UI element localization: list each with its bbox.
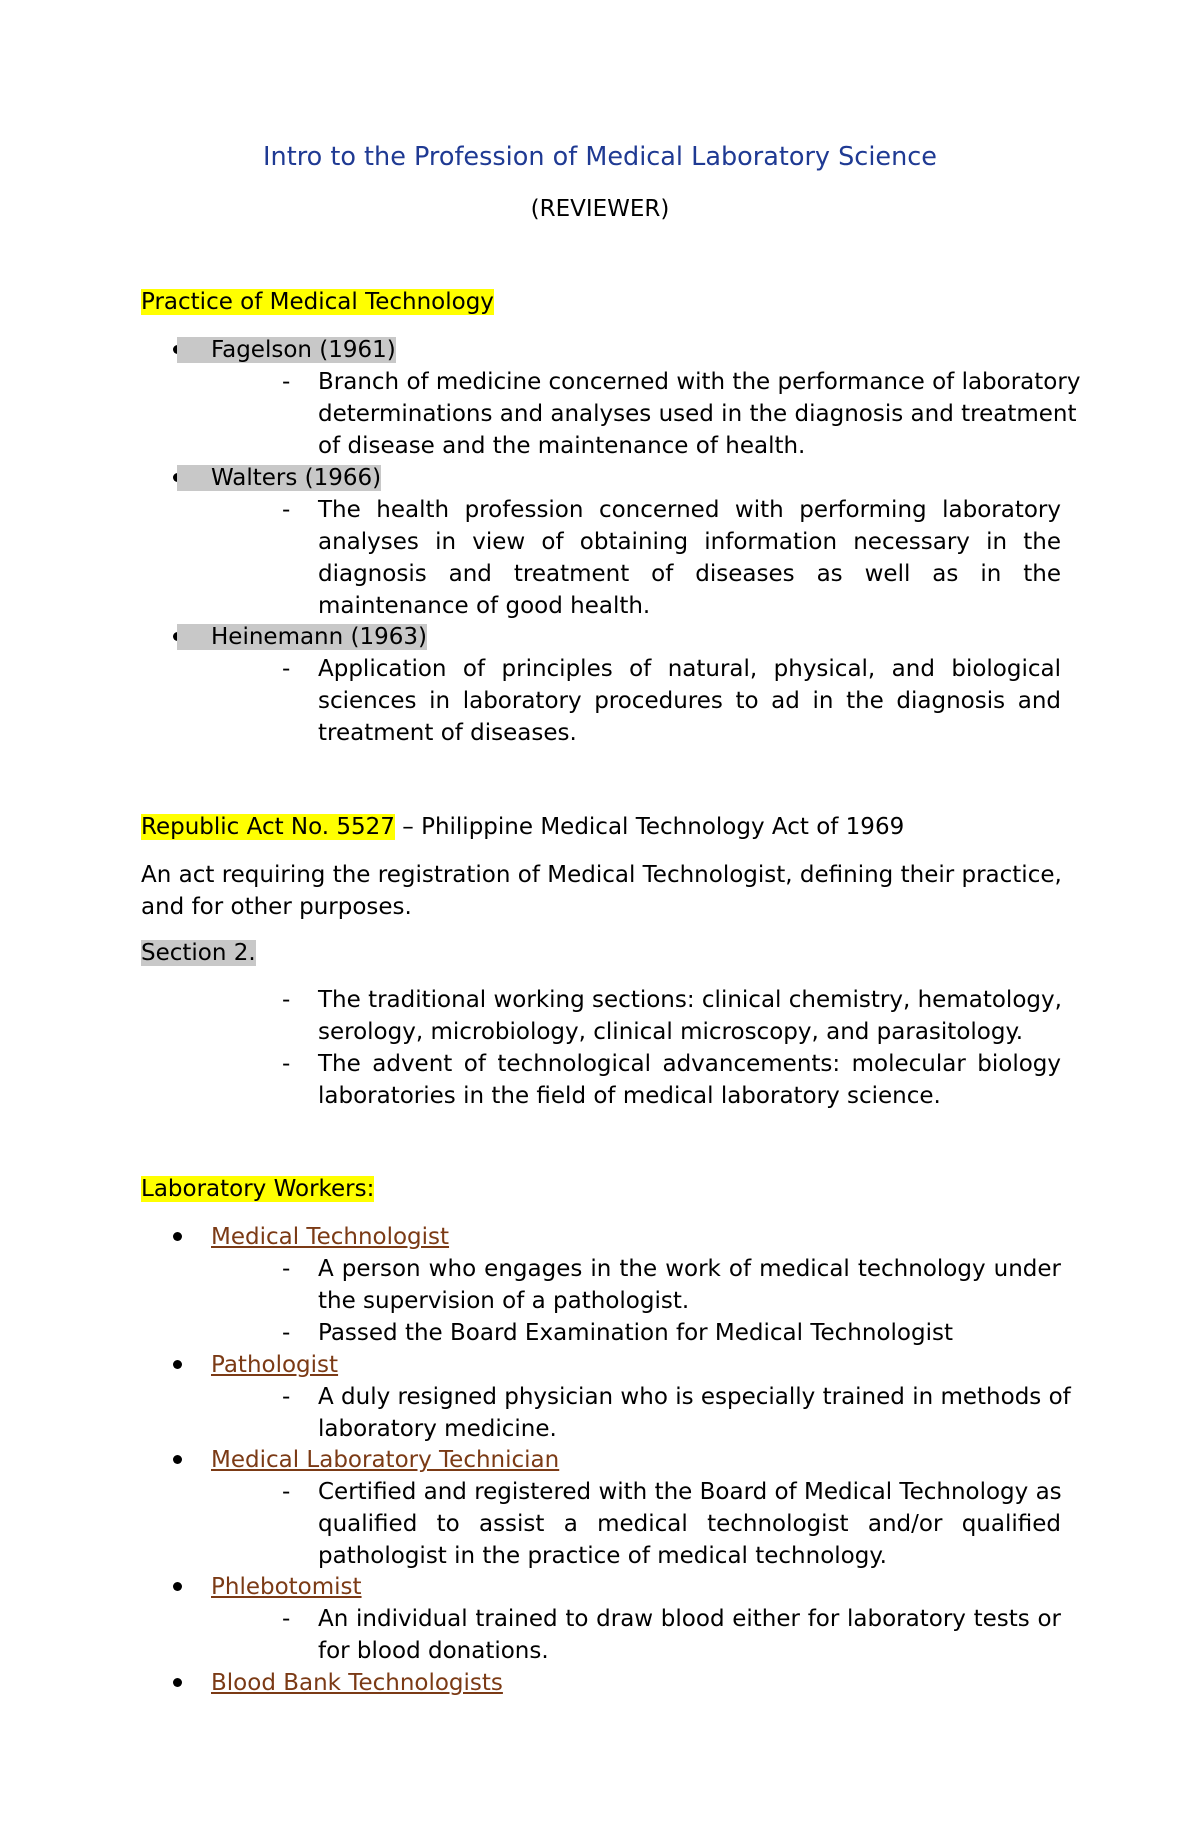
dash-marker: - [282,1051,291,1077]
dash-marker: - [282,987,291,1013]
practice-heading: Practice of Medical Technology [141,289,494,315]
pathologist-point-1: A duly resigned physician who is especially trained in methods of laboratory medicine. [318,1384,1071,1442]
ra-description: An act requiring the registration of Medical Technologist, defining their practice, and for other purposes. [141,862,1062,920]
practice-item-fagelson: Fagelson (1961) [177,334,396,366]
workers-heading: Laboratory Workers: [141,1176,375,1202]
bullet-icon [173,1582,182,1591]
practice-item-heinemann: Heinemann (1963) [177,621,427,653]
section-2-point-2: The advent of technological advancements: molecular biology laboratories in the field of medical laboratory science. [318,1051,1061,1109]
worker-link-medical-laboratory-technician[interactable]: Medical Laboratory Technician [211,1447,560,1473]
dash-marker: - [282,1479,291,1505]
bullet-icon [173,1232,182,1241]
practice-item-walters: Walters (1966) [177,462,381,494]
worker-link-pathologist[interactable]: Pathologist [211,1352,339,1378]
medtech-point-2: Passed the Board Examination for Medical Technologist [318,1320,953,1346]
dash-marker: - [282,497,291,523]
technician-point-1: Certified and registered with the Board of Medical Technology as qualified to assist a medical technologist and/or qualified pathologist in the practice of medical technology. [318,1479,1062,1569]
heinemann-definition: Application of principles of natural, physical, and biological sciences in laboratory procedures to ad in the diagnosis and treatment of diseases. [318,656,1061,746]
dash-marker: - [282,369,291,395]
fagelson-definition: Branch of medicine concerned with the performance of laboratory determinations and analyses used in the diagnosis and treatment of disease and the maintenance of health. [318,369,1081,459]
ra-heading: Republic Act No. 5527 – Philippine Medical Technology Act of 1969 [141,814,905,840]
dash-marker: - [282,1320,291,1346]
section-2-heading: Section 2. [141,940,256,966]
document-subtitle: (REVIEWER) [530,196,670,222]
bullet-icon [173,1360,182,1369]
worker-link-blood-bank-technologists[interactable]: Blood Bank Technologists [211,1670,503,1696]
walters-definition: The health profession concerned with performing laboratory analyses in view of obtaining information necessary in the diagnosis and treatment of diseases as well as in the maintenance of good health. [318,497,1061,619]
dash-marker: - [282,1606,291,1632]
document-title: Intro to the Profession of Medical Laboratory Science [263,142,937,172]
dash-marker: - [282,656,291,682]
worker-link-medical-technologist[interactable]: Medical Technologist [211,1224,450,1250]
dash-marker: - [282,1384,291,1410]
bullet-icon [173,1678,182,1687]
bullet-icon [173,1455,182,1464]
medtech-point-1: A person who engages in the work of medical technology under the supervision of a pathologist. [318,1256,1061,1314]
phlebotomist-point-1: An individual trained to draw blood either for laboratory tests or for blood donations. [318,1606,1061,1664]
dash-marker: - [282,1256,291,1282]
section-2-point-1: The traditional working sections: clinical chemistry, hematology, serology, microbiology, clinical microscopy, and parasitology. [318,987,1062,1045]
worker-link-phlebotomist[interactable]: Phlebotomist [211,1574,362,1600]
